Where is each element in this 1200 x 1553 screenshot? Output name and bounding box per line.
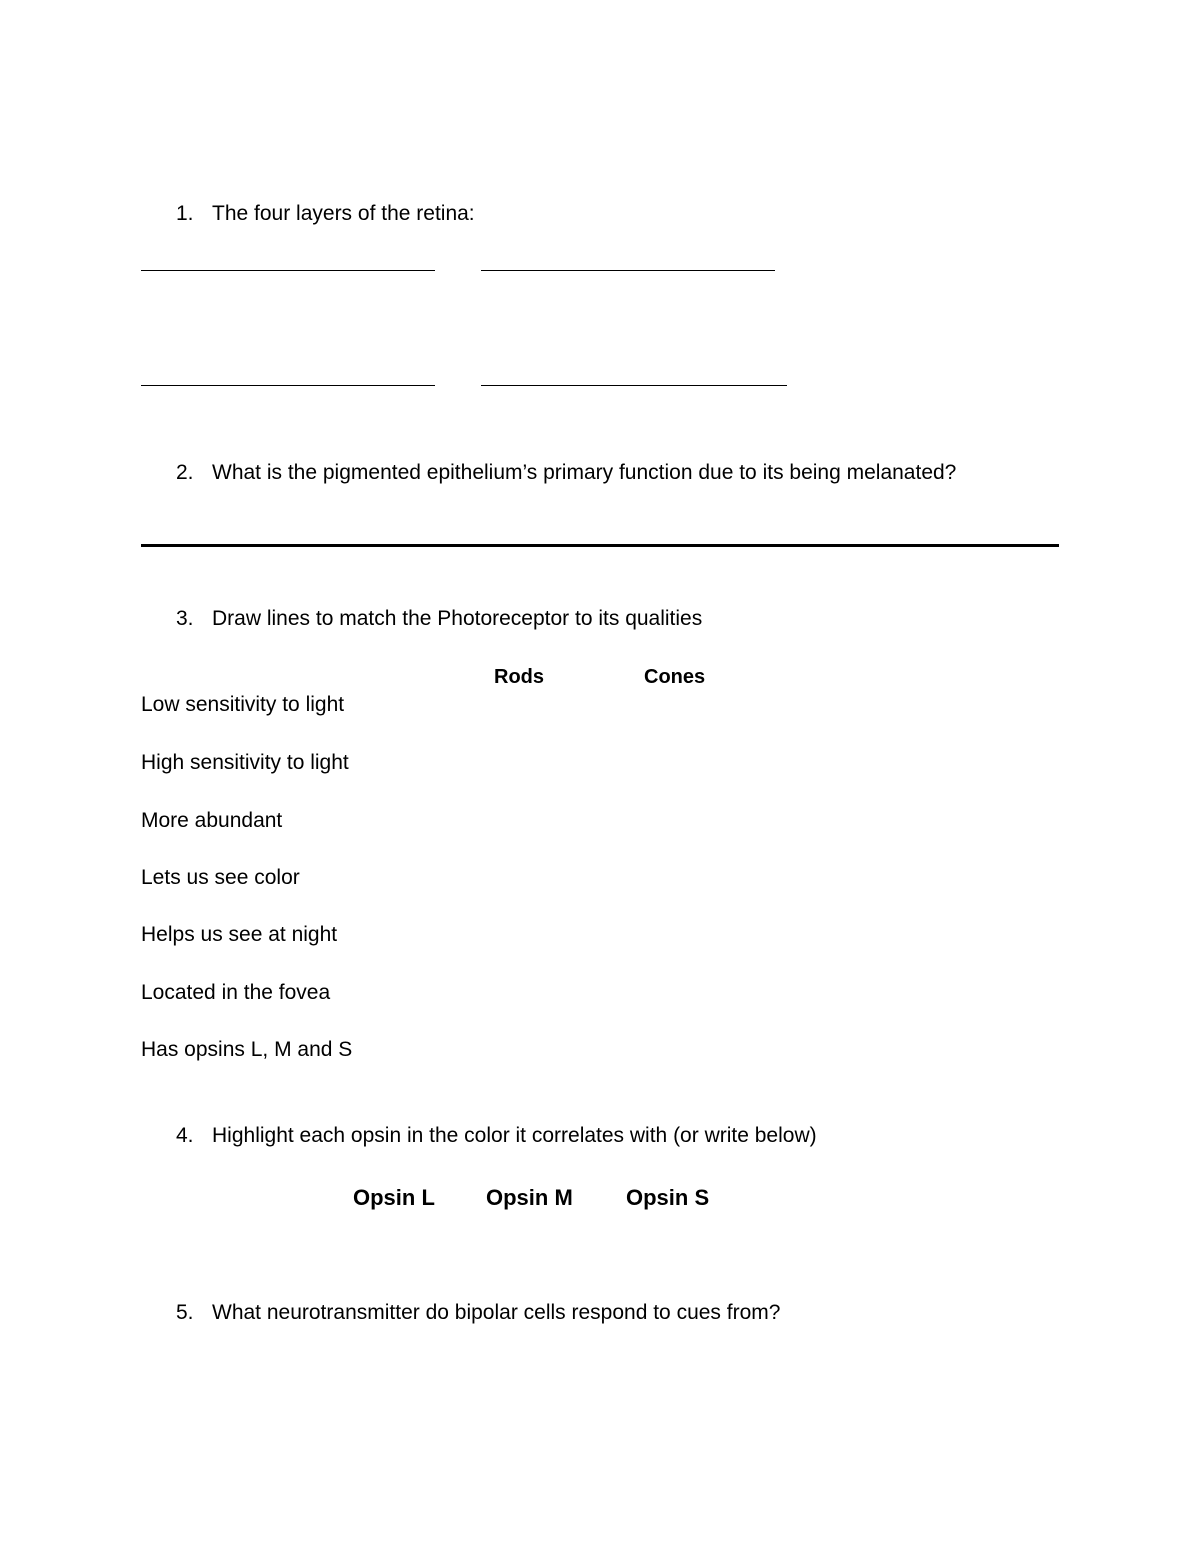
question-1-text: The four layers of the retina: [212,202,475,225]
opsin-s-label[interactable]: Opsin S [626,1185,710,1210]
question-2-number: 2. [176,461,194,484]
answer-blank-function[interactable] [141,544,1059,547]
answer-blank-layer-2[interactable] [481,270,775,271]
question-5-number: 5. [176,1301,194,1324]
opsin-l-label[interactable]: Opsin L [353,1185,435,1210]
quality-item: Helps us see at night [141,923,338,946]
quality-item: Low sensitivity to light [141,693,345,716]
question-1-number: 1. [176,202,194,225]
question-5-text: What neurotransmitter do bipolar cells respond to cues from? [212,1301,781,1324]
question-4-number: 4. [176,1124,194,1147]
question-2-text: What is the pigmented epithelium’s primary function due to its being melanated? [212,461,957,484]
question-3-text: Draw lines to match the Photoreceptor to its qualities [212,607,703,630]
quality-item: More abundant [141,809,283,832]
column-header-cones: Cones [644,666,706,688]
answer-blank-layer-4[interactable] [481,385,787,386]
quality-item: Lets us see color [141,866,300,889]
question-4-text: Highlight each opsin in the color it correlates with (or write below) [212,1124,817,1147]
quality-item: Has opsins L, M and S [141,1038,353,1061]
answer-blank-layer-1[interactable] [141,270,435,271]
quality-item: High sensitivity to light [141,751,349,774]
opsin-m-label[interactable]: Opsin M [486,1185,573,1210]
answer-blank-layer-3[interactable] [141,385,435,386]
quality-item: Located in the fovea [141,981,331,1004]
column-header-rods: Rods [494,666,544,688]
question-3-number: 3. [176,607,194,630]
